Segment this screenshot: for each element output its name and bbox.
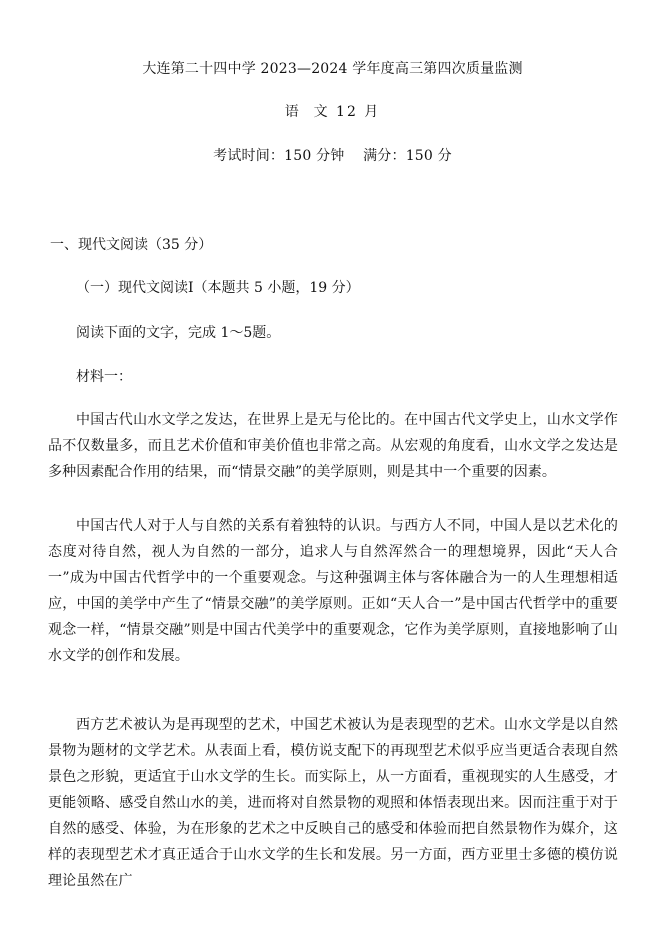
exam-info: 考试时间：150 分钟 满分：150 分 xyxy=(213,148,452,164)
subsection-title: （一）现代文阅读Ⅰ（本题共 5 小题，19 分） xyxy=(76,280,360,296)
paragraph: 中国古代山水文学之发达，在世界上是无与伦比的。在中国古代文学史上，山水文学作品不仅数量多，而且艺术价值和审美价值也非常之高。从宏观的角度看，山水文学之发达是多种因素配合作用的结果，而“情景交融”的美学原则，则是其中一个重要的因素。 xyxy=(48,412,618,480)
paragraph: 中国古代人对于人与自然的关系有着独特的认识。与西方人不同，中国人是以艺术化的态度对待自然，视人为自然的一部分，追求人与自然浑然合一的理想境界，因此“天人合一”成为中国古代哲学中的一个重要观念。与这种强调主体与客体融合为一的人生理想相适应，中国的美学中产生了“情景交融”的美学原则。正如“天人合一”是中国古代哲学中的重要观念一样，“情景交融”则是中国古代美学中的重要观念，它作为美学原则，直接地影响了山水文学的创作和发展。 xyxy=(48,518,618,664)
school-exam-title: 大连第二十四中学 2023—2024 学年度高三第四次质量监测 xyxy=(142,61,523,77)
paragraph: 西方艺术被认为是再现型的艺术，中国艺术被认为是表现型的艺术。山水文学是以自然景物为题材的文学艺术。从表面上看，模仿说支配下的再现型艺术似乎应当更适合表现自然景色之形貌，更适宜于山水文学的生长。而实际上，从一方面看，重视现实的人生感受，才更能领略、感受自然山水的美，进而将对自然景物的观照和体悟表现出来。因而注重于对于自然的感受、体验，为在形象的艺术之中反映自己的感受和体验而把自然景物作为媒介，这样的表现型艺术才真正适合于山水文学的生长和发展。另一方面，西方亚里士多德的模仿说理论虽然在广 xyxy=(48,717,618,889)
reading-instruction: 阅读下面的文字，完成 1～5题。 xyxy=(76,325,281,341)
section-title: 一、现代文阅读（35 分） xyxy=(50,237,213,253)
subject-title: 语 文 12 月 xyxy=(284,104,381,120)
material-label: 材料一： xyxy=(76,369,132,385)
